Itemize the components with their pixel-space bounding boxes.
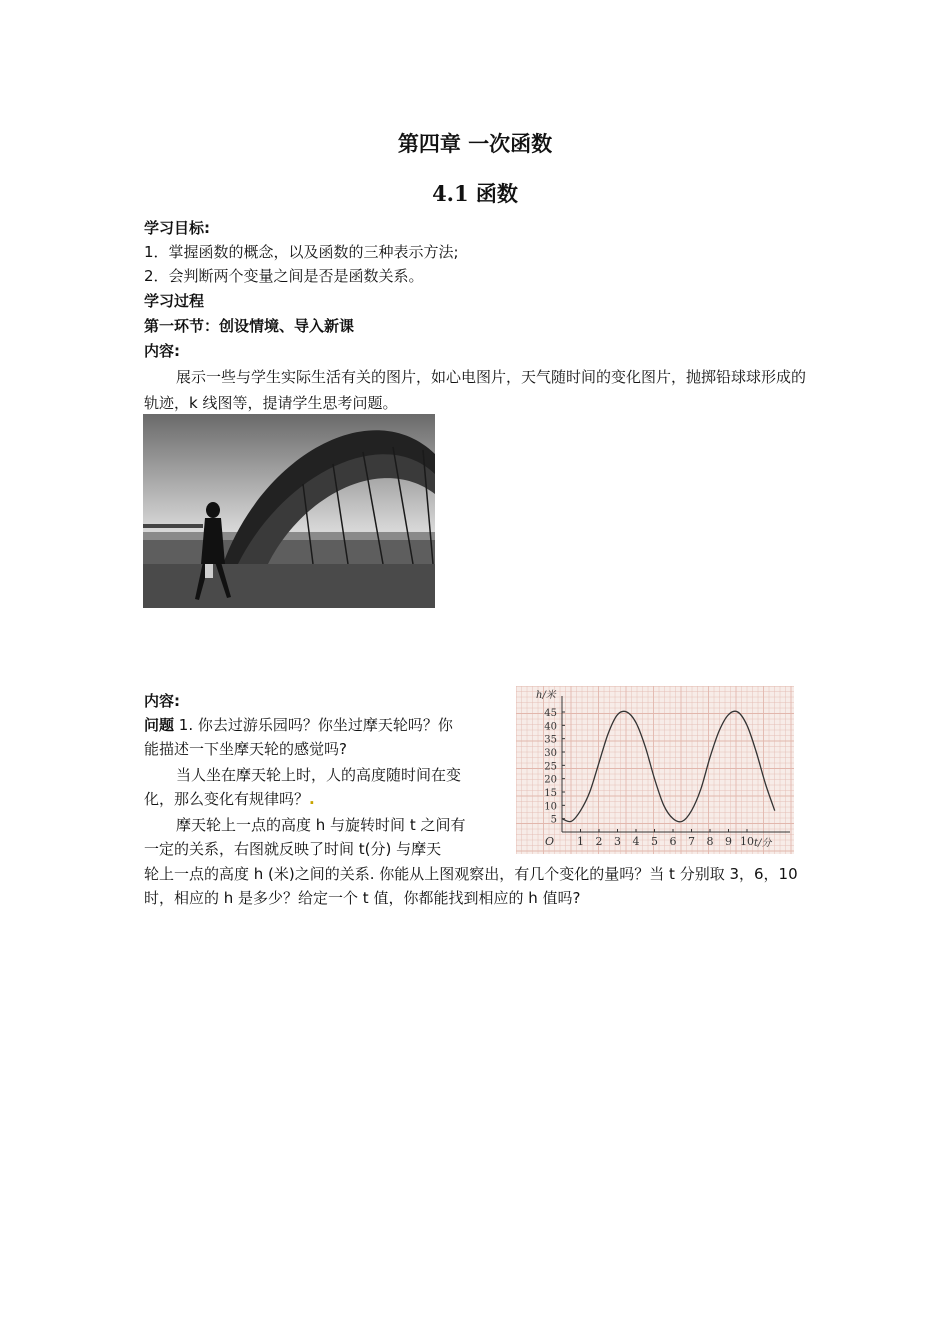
x-tick-label: 8 <box>706 835 714 848</box>
objectives-heading: 学习目标: <box>144 219 210 237</box>
bridge-photo-illustration <box>143 414 435 608</box>
ferris-wheel-chart <box>516 686 794 854</box>
y-tick-label: 40 <box>544 721 557 733</box>
problem-para3-full: 轮上一点的高度 h (米)之间的关系. 你能从上图观察出，有几个变化的量吗？当 t 分别取 3，6，10 时，相应的 h 是多少？给定一个 t 值，你都能找到相应的 h 值吗? <box>144 865 798 907</box>
height-series-line <box>562 711 775 822</box>
x-tick-label: 3 <box>614 835 621 848</box>
problem-paragraph-2 <box>144 763 502 811</box>
step1-heading: 第一环节：创设情境、导入新课 <box>144 317 355 335</box>
x-tick-label: 9 <box>725 835 732 848</box>
y-tick-label: 35 <box>544 734 557 746</box>
x-tick-label: 10 <box>740 835 754 848</box>
content1-text: 展示一些与学生实际生活有关的图片，如心电图片，天气随时间的变化图片，抛掷铅球球形成的轨迹，k 线图等，提请学生思考问题。 <box>144 368 807 412</box>
chapter-title: 第四章 一次函数 <box>397 132 553 156</box>
objective-item-2: 2．会判断两个变量之间是否是函数关系。 <box>144 267 424 285</box>
process-heading: 学习过程 <box>144 292 205 310</box>
problem-para3-line1: 摩天轮上一点的高度 h 与旋转时间 t 之间有 <box>176 816 466 834</box>
x-tick-label: 5 <box>651 835 658 848</box>
y-tick-label: 20 <box>544 774 557 786</box>
problem-para3-line2: 一定的关系，右图就反映了时间 t(分) 与摩天 <box>144 840 442 858</box>
objective-item-1: 1．掌握函数的概念，以及函数的三种表示方法; <box>144 243 459 261</box>
x-tick-label: 4 <box>632 835 640 848</box>
y-tick-label: 45 <box>544 708 557 719</box>
chart-svg <box>516 686 794 854</box>
y-tick-label: 10 <box>544 801 557 813</box>
x-axis-label: t/分 <box>754 838 772 849</box>
content2-label: 内容: <box>144 692 180 710</box>
problem-para2-line1: 当人坐在摩天轮上时，人的高度随时间在变 <box>176 766 462 784</box>
problem-paragraph-1 <box>144 713 502 761</box>
x-tick-label: 1 <box>577 835 584 848</box>
x-tick-label: 2 <box>595 835 603 848</box>
x-tick-label: 6 <box>669 835 677 848</box>
problem-paragraph-3 <box>144 813 502 861</box>
y-tick-label: 15 <box>544 788 557 799</box>
problem-line-b: 能描述一下坐摩天轮的感觉吗? <box>144 740 347 758</box>
highlight-mark: . <box>309 790 315 808</box>
problem-para2-line2: 化，那么变化有规律吗？ <box>144 790 310 808</box>
y-axis-label: h/米 <box>536 690 556 701</box>
content1-label: 内容: <box>144 342 180 360</box>
section-title: 4.1 函数 <box>432 181 518 206</box>
y-tick-label: 5 <box>550 814 557 826</box>
problem-label: 问题 <box>144 716 175 734</box>
origin-label: O <box>544 835 554 848</box>
x-tick-label: 7 <box>688 835 695 848</box>
y-tick-label: 30 <box>544 748 557 759</box>
y-tick-label: 25 <box>544 761 557 773</box>
bridge-photo <box>143 414 435 608</box>
problem-line-a: 1. 你去过游乐园吗？你坐过摩天轮吗？你 <box>174 716 453 734</box>
